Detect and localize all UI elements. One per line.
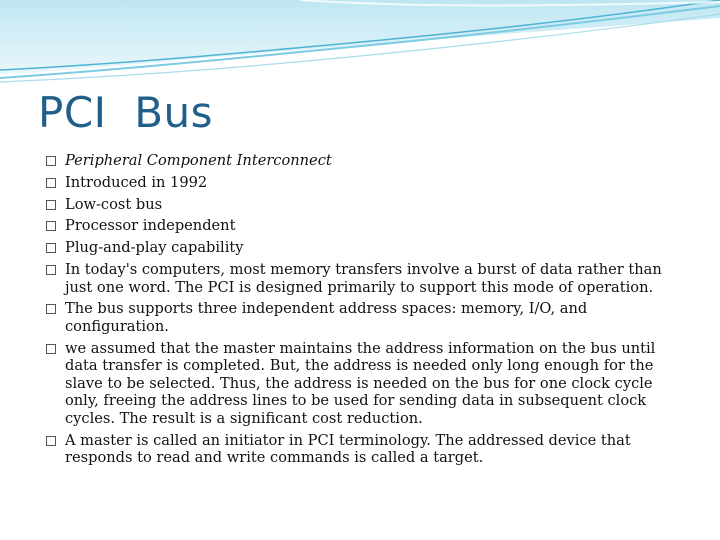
bullet-item bbox=[46, 340, 676, 428]
bullet-box-icon bbox=[46, 344, 56, 354]
bullet-box-icon bbox=[46, 243, 56, 253]
bullet-item bbox=[46, 174, 676, 192]
bullet-text: A master is called an initiator in PCI terminology. The addressed device that responds to read and write commands is called a target. bbox=[65, 431, 631, 467]
bullet-box-icon bbox=[46, 178, 56, 188]
bullet-text: Processor independent bbox=[65, 217, 236, 235]
bullet-text: The bus supports three independent address spaces: memory, I/O, and configuration. bbox=[65, 300, 588, 335]
bullet-box-icon bbox=[46, 221, 56, 231]
bullet-text: Introduced in 1992 bbox=[65, 173, 208, 191]
bullet-box-icon bbox=[46, 156, 56, 166]
bullet-item bbox=[46, 300, 676, 335]
bullet-box-icon bbox=[46, 436, 56, 446]
bullet-item bbox=[46, 432, 676, 467]
bullet-text: In today's computers, most memory transfers involve a burst of data rather than just one word. The PCI is designed primarily to support this mode of operation. bbox=[65, 260, 662, 296]
bullet-list bbox=[46, 152, 676, 471]
slide-title: PCI Bus bbox=[38, 88, 214, 137]
bullet-item bbox=[46, 217, 676, 235]
header-wave-decoration bbox=[0, 0, 720, 90]
bullet-text: Low-cost bus bbox=[65, 195, 163, 213]
bullet-item bbox=[46, 239, 676, 257]
bullet-text: Plug-and-play capability bbox=[65, 239, 244, 257]
bullet-item bbox=[46, 152, 676, 170]
bullet-box-icon bbox=[46, 265, 56, 275]
bullet-item bbox=[46, 261, 676, 296]
bullet-item bbox=[46, 196, 676, 214]
bullet-text: we assumed that the master maintains the address information on the bus until data transfer is completed. But, the address is needed only long enough for the slave to be selected. Thus, the address is needed on the bus for one clock cycle only, freeing the address lines to be used for sending data in subsequent clock cycles. The result is a significant cost reduction. bbox=[65, 339, 656, 428]
bullet-text: Peripheral Component Interconnect bbox=[65, 152, 332, 169]
bullet-box-icon bbox=[46, 304, 56, 314]
bullet-box-icon bbox=[46, 200, 56, 210]
